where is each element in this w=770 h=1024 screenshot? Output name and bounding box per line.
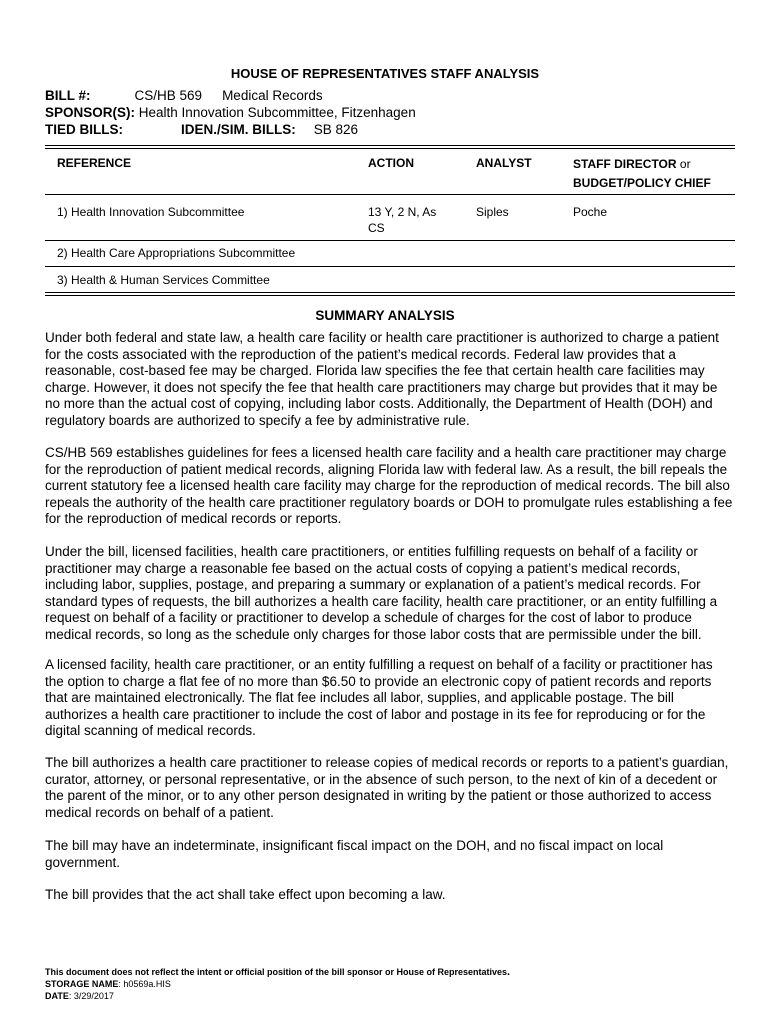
sponsors-label: SPONSOR(S):: [45, 105, 136, 120]
iden-sim-bills-label: IDEN./SIM. BILLS:: [181, 122, 296, 137]
row3-reference: 3) Health & Human Services Committee: [57, 273, 270, 287]
tied-bills-line: [45, 122, 358, 137]
summary-paragraph-5: The bill authorizes a health care practitioner to release copies of medical records or reports to a patient’s guardian, curator, attorney, or personal representative, or in the absence of such person, to the next of kin of a decedent or the parent of the minor, or to any other person designated in writing by the patient or those authorized to access medical records on behalf of a patient.: [45, 755, 729, 820]
sponsors-line: [45, 105, 416, 120]
row2-reference: 2) Health Care Appropriations Subcommittee: [57, 246, 296, 260]
summary-paragraph-2: CS/HB 569 establishes guidelines for fees a licensed health care facility and a health care practitioner may charge for the reproduction of patient medical records, aligning Florida law with federal law. As a result, the bill repeals the current statutory fee a licensed health care facility may charge for the reproduction of medical records. The bill also repeals the authority of the health care practitioner regulatory boards or DOH to promulgate rules establishing a fee for the reproduction of medical records or reports.: [45, 445, 733, 526]
col-header-staff-director: STAFF DIRECTOR or BUDGET/POLICY CHIEF: [573, 157, 711, 190]
summary-title: SUMMARY ANALYSIS: [315, 308, 455, 323]
header-double-rule: [45, 145, 735, 149]
row1-staff: Poche: [573, 205, 608, 219]
bill-number: CS/HB 569: [134, 88, 203, 103]
summary-paragraph-6: The bill may have an indeterminate, insignificant fiscal impact on the DOH, and no fiscal impact on local government.: [45, 838, 664, 870]
row1-reference: 1) Health Innovation Subcommittee: [57, 205, 245, 219]
footer-date: DATE: 3/29/2017: [45, 991, 114, 1001]
sponsors-value: Health Innovation Subcommittee, Fitzenhagen: [138, 105, 416, 120]
col-header-action: ACTION: [368, 156, 414, 170]
iden-sim-bills-value: SB 826: [313, 122, 359, 137]
bill-line: [45, 88, 323, 103]
document-title: HOUSE OF REPRESENTATIVES STAFF ANALYSIS: [230, 66, 540, 81]
col-header-reference: REFERENCE: [57, 156, 132, 170]
col-header-analyst: ANALYST: [476, 156, 532, 170]
summary-paragraph-3: Under the bill, licensed facilities, health care practitioners, or entities fulfilling requests on behalf of a facility or practitioner may charge a reasonable fee based on the actual costs of copying a patient’s medical records, including labor, supplies, postage, and preparing a summary or explanation of a patient’s medical records. For standard types of requests, the bill authorizes a health care facility, health care practitioner, or an entity fulfilling a request on behalf of a facility or practitioner to develop a schedule of charges for the cost of labor to produce medical records, so long as the schedule only charges for those labor costs that are permissible under the bill.: [45, 544, 718, 642]
row1-action: 13 Y, 2 N, As CS: [368, 205, 437, 235]
summary-paragraph-4: A licensed facility, health care practitioner, or an entity fulfilling a request on behalf of a facility or practitioner has the option to charge a flat fee of no more than $6.50 to provide an electronic copy of patient records and reports that are maintained electronically. The flat fee includes all labor, supplies, and applicable postage. The bill authorizes a health care practitioner to include the cost of labor and postage in its fee for reproducing or for the digital scanning of medical records.: [45, 657, 713, 738]
bill-label: BILL #:: [45, 88, 91, 103]
table-rule: [45, 266, 735, 267]
summary-paragraph-7: The bill provides that the act shall take effect upon becoming a law.: [45, 887, 446, 902]
footer-disclaimer: This document does not reflect the intent or official position of the bill sponsor or House of Representatives.: [45, 966, 511, 978]
table-bottom-double-rule: [45, 292, 735, 296]
footer-storage-name: STORAGE NAME: h0569a.HIS: [45, 979, 171, 989]
row1-analyst: Siples: [476, 205, 509, 219]
table-rule: [45, 240, 735, 241]
tied-bills-label: TIED BILLS:: [45, 122, 123, 137]
table-rule: [45, 194, 735, 195]
bill-name: Medical Records: [222, 88, 323, 103]
summary-paragraph-1: Under both federal and state law, a health care facility or health care practitioner is authorized to charge a patient for the costs associated with the reproduction of the patient’s medical records. Federal law provides that a reasonable, cost-based fee may be charged. Florida law specifies the fee that certain health care facilities may charge. However, it does not specify the fee that health care practitioners may charge but provides that it may be no more than the actual cost of copying, including labor costs. Additionally, the Department of Health (DOH) and regulatory boards are authorized to specify a fee by administrative rule.: [45, 330, 719, 428]
